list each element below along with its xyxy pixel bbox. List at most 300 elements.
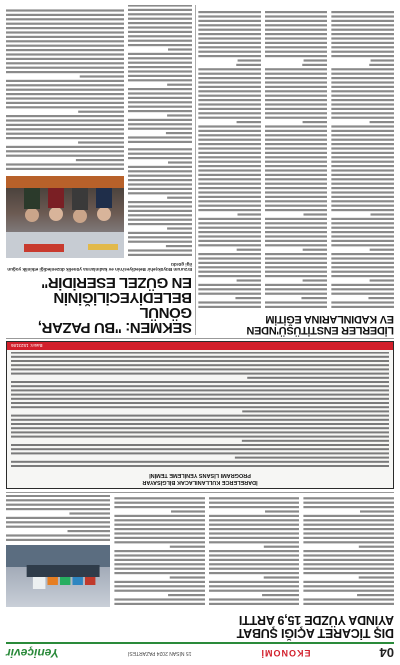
text-line xyxy=(11,402,389,404)
text-line xyxy=(331,42,394,44)
text-line xyxy=(128,141,192,143)
text-line xyxy=(331,178,394,180)
text-line xyxy=(168,49,192,51)
text-line xyxy=(11,360,389,362)
text-line xyxy=(6,18,124,20)
text-line xyxy=(303,502,394,504)
text-line xyxy=(6,62,124,64)
text-line xyxy=(265,235,328,237)
text-line xyxy=(6,14,124,16)
text-line xyxy=(198,46,261,48)
text-line xyxy=(198,253,261,255)
text-line xyxy=(265,77,328,79)
newspaper-logo: Yeniçevir xyxy=(6,646,59,660)
text-line xyxy=(114,515,205,517)
text-line xyxy=(128,71,192,73)
text-line xyxy=(114,537,205,539)
text-line xyxy=(265,112,328,114)
text-line xyxy=(114,497,205,499)
text-line xyxy=(209,585,300,587)
text-line xyxy=(359,546,394,548)
text-line xyxy=(331,209,394,211)
text-line xyxy=(6,102,124,104)
text-line xyxy=(265,200,328,202)
text-line xyxy=(198,187,261,189)
sekmen-story-block xyxy=(6,5,192,335)
text-line xyxy=(128,9,192,11)
text-line xyxy=(331,143,394,145)
body-text-lines xyxy=(209,495,300,607)
text-line xyxy=(6,150,124,152)
text-line xyxy=(265,271,328,273)
body-text-lines xyxy=(114,495,205,607)
text-line xyxy=(11,356,389,358)
text-line xyxy=(265,143,328,145)
text-line xyxy=(128,137,192,139)
text-line xyxy=(6,146,124,148)
text-line xyxy=(198,73,261,75)
text-line xyxy=(198,81,261,83)
text-line xyxy=(198,42,261,44)
text-line xyxy=(198,108,261,110)
text-line xyxy=(198,130,261,132)
text-line xyxy=(167,115,192,117)
text-line xyxy=(331,293,394,295)
leaders-story-columns xyxy=(198,10,394,310)
text-line xyxy=(331,125,394,127)
text-line xyxy=(128,123,192,125)
text-line xyxy=(198,293,261,295)
text-line xyxy=(6,84,124,86)
text-line xyxy=(6,526,110,528)
text-line xyxy=(265,306,328,308)
text-line xyxy=(128,241,192,243)
trade-story-column xyxy=(209,495,300,607)
text-line xyxy=(265,183,328,185)
text-line xyxy=(331,90,394,92)
text-line xyxy=(198,191,261,193)
text-line xyxy=(331,165,394,167)
text-line xyxy=(6,98,124,100)
text-line xyxy=(265,266,328,268)
text-line xyxy=(265,253,328,255)
text-line xyxy=(198,55,261,57)
text-line xyxy=(265,15,328,17)
text-line xyxy=(78,142,124,144)
text-line xyxy=(198,125,261,127)
text-line xyxy=(265,222,328,224)
text-line xyxy=(331,95,394,97)
text-line xyxy=(114,581,205,583)
text-line xyxy=(6,137,124,139)
text-line xyxy=(6,521,110,523)
text-line xyxy=(265,218,328,220)
text-line xyxy=(198,209,261,211)
text-line xyxy=(331,55,394,57)
text-line xyxy=(331,288,394,290)
text-line xyxy=(198,51,261,53)
text-line xyxy=(114,603,205,605)
text-line xyxy=(6,80,124,82)
sekmen-story-column xyxy=(128,148,192,258)
text-line xyxy=(11,352,389,354)
text-line xyxy=(198,275,261,277)
text-line xyxy=(265,293,328,295)
text-line xyxy=(368,297,394,299)
text-line xyxy=(128,219,192,221)
text-line xyxy=(198,103,261,105)
text-line xyxy=(303,506,394,508)
text-line xyxy=(370,121,394,123)
text-line xyxy=(265,205,328,207)
text-line xyxy=(6,23,124,25)
text-line xyxy=(265,46,328,48)
text-line xyxy=(303,541,394,543)
text-line xyxy=(265,231,328,233)
text-line xyxy=(6,133,124,135)
text-line xyxy=(265,156,328,158)
text-line xyxy=(6,106,124,108)
text-line xyxy=(128,175,192,177)
text-line xyxy=(128,148,192,150)
text-line xyxy=(303,554,394,556)
text-line xyxy=(76,159,124,161)
text-line xyxy=(11,364,389,366)
text-line xyxy=(265,187,328,189)
notice-header xyxy=(7,470,393,488)
text-line xyxy=(303,64,328,66)
text-line xyxy=(331,301,394,303)
sekmen-subhead: Erzurum Büyükşehir Belediyesi'nin ev kadınlarına yönelik düzenlediği etkinlik yoğun ilgi gördü xyxy=(7,261,192,272)
text-line xyxy=(128,184,192,186)
body-text-lines xyxy=(198,10,261,310)
text-line xyxy=(128,101,192,103)
text-line xyxy=(114,502,205,504)
body-text-lines xyxy=(128,148,192,258)
text-line xyxy=(128,44,192,46)
text-line xyxy=(198,68,261,70)
column-divider xyxy=(195,5,196,335)
text-line xyxy=(331,156,394,158)
sekmen-headline-line3: EN GÜZEL ESERİDİR" xyxy=(41,274,192,291)
text-line xyxy=(331,37,394,39)
text-line xyxy=(198,99,261,101)
text-line xyxy=(331,200,394,202)
text-line xyxy=(198,152,261,154)
text-line xyxy=(265,37,328,39)
text-line xyxy=(265,90,328,92)
text-line xyxy=(265,33,328,35)
text-line xyxy=(6,89,124,91)
text-line xyxy=(170,576,205,578)
notice-text-lines xyxy=(11,352,389,469)
text-line xyxy=(265,24,328,26)
trade-chart-figure xyxy=(6,495,110,607)
body-text-lines xyxy=(6,8,124,172)
text-line xyxy=(11,423,389,425)
text-line xyxy=(331,169,394,171)
text-line xyxy=(198,117,261,119)
text-line xyxy=(331,235,394,237)
text-line xyxy=(265,125,328,127)
text-line xyxy=(262,594,299,596)
text-line xyxy=(331,108,394,110)
text-line xyxy=(11,389,389,391)
text-line xyxy=(6,495,110,497)
text-line xyxy=(198,183,261,185)
text-line xyxy=(68,530,110,532)
text-line xyxy=(331,196,394,198)
text-line xyxy=(265,117,328,119)
text-line xyxy=(303,532,394,534)
text-line xyxy=(128,106,192,108)
text-line xyxy=(331,244,394,246)
text-line xyxy=(198,90,261,92)
text-line xyxy=(331,46,394,48)
text-line xyxy=(11,373,389,375)
text-line xyxy=(265,42,328,44)
sekmen-story-column xyxy=(6,8,124,172)
text-line xyxy=(167,197,192,199)
text-line xyxy=(265,178,328,180)
text-line xyxy=(304,59,327,61)
text-line xyxy=(6,93,124,95)
crowd-graphic xyxy=(6,176,124,258)
text-line xyxy=(264,546,299,548)
text-line xyxy=(11,452,389,454)
text-line xyxy=(198,284,261,286)
text-line xyxy=(236,249,260,251)
text-line xyxy=(242,440,389,442)
text-line xyxy=(209,598,300,600)
text-line xyxy=(6,517,110,519)
text-line xyxy=(265,209,328,211)
text-line xyxy=(265,240,328,242)
text-line xyxy=(303,559,394,561)
text-line xyxy=(303,121,327,123)
text-line xyxy=(265,510,299,512)
leaders-story-column xyxy=(265,10,328,310)
text-line xyxy=(331,15,394,17)
text-line xyxy=(265,174,328,176)
text-line xyxy=(11,436,389,438)
text-line xyxy=(360,510,394,512)
text-line xyxy=(331,161,394,163)
text-line xyxy=(198,231,261,233)
text-line xyxy=(198,143,261,145)
text-line xyxy=(128,223,192,225)
text-line xyxy=(331,187,394,189)
text-line xyxy=(128,210,192,212)
text-line xyxy=(265,257,328,259)
text-line xyxy=(198,235,261,237)
text-line xyxy=(11,398,389,400)
text-line xyxy=(198,262,261,264)
text-line xyxy=(198,147,261,149)
leaders-story-block xyxy=(198,5,394,335)
text-line xyxy=(6,49,124,51)
text-line xyxy=(198,240,261,242)
text-line xyxy=(6,67,124,69)
trade-photo xyxy=(6,545,110,607)
notice-body xyxy=(11,352,389,469)
text-line xyxy=(331,266,394,268)
text-line xyxy=(370,279,394,281)
text-line xyxy=(11,444,389,446)
text-line xyxy=(265,99,328,101)
body-text-lines xyxy=(331,10,394,310)
text-line xyxy=(128,22,192,24)
text-line xyxy=(265,55,328,57)
text-line xyxy=(114,585,205,587)
body-text-lines xyxy=(128,5,192,145)
text-line xyxy=(303,581,394,583)
text-line xyxy=(198,218,261,220)
text-line xyxy=(265,196,328,198)
text-line xyxy=(331,222,394,224)
text-line xyxy=(209,524,300,526)
text-line xyxy=(265,20,328,22)
text-line xyxy=(331,130,394,132)
text-line xyxy=(265,227,328,229)
text-line xyxy=(209,568,300,570)
text-line xyxy=(265,68,328,70)
text-line xyxy=(370,213,394,215)
leaders-headline-line2: EV KADINLARINA EĞİTİM xyxy=(265,313,394,325)
text-line xyxy=(6,32,124,34)
text-line xyxy=(331,231,394,233)
text-line xyxy=(6,128,124,130)
text-line xyxy=(331,86,394,88)
text-line xyxy=(6,504,110,506)
text-line xyxy=(265,284,328,286)
text-line xyxy=(265,130,328,132)
notice-footer xyxy=(7,342,393,350)
text-line xyxy=(303,550,394,552)
text-line xyxy=(209,506,300,508)
text-line xyxy=(209,497,300,499)
sekmen-story-body xyxy=(6,4,192,258)
text-line xyxy=(198,29,261,31)
text-line xyxy=(198,222,261,224)
leaders-headline-line1: LİDERLER ENSTİTÜSÜ'NDEN xyxy=(246,324,394,336)
text-line xyxy=(6,155,124,157)
text-line xyxy=(128,79,192,81)
text-line xyxy=(128,232,192,234)
text-line xyxy=(128,93,192,95)
text-line xyxy=(128,88,192,90)
text-line xyxy=(265,95,328,97)
text-line xyxy=(209,537,300,539)
text-line xyxy=(265,139,328,141)
text-line xyxy=(128,40,192,42)
text-line xyxy=(198,200,261,202)
text-line xyxy=(128,201,192,203)
text-line xyxy=(331,51,394,53)
text-line xyxy=(209,532,300,534)
text-line xyxy=(170,546,205,548)
text-line xyxy=(331,271,394,273)
text-line xyxy=(198,174,261,176)
market-crowd-photo xyxy=(6,176,124,258)
text-line xyxy=(198,95,261,97)
text-line xyxy=(11,419,389,421)
text-line xyxy=(303,563,394,565)
issue-date: 15 NİSAN 2024 PAZARTESİ xyxy=(127,650,192,656)
text-line xyxy=(114,572,205,574)
sekmen-story-column xyxy=(128,5,192,145)
text-line xyxy=(6,120,124,122)
text-line xyxy=(331,81,394,83)
text-line xyxy=(198,156,261,158)
text-line xyxy=(198,227,261,229)
text-line xyxy=(198,205,261,207)
notice-reference: Basın: 1523186 xyxy=(11,343,43,349)
text-line xyxy=(198,37,261,39)
text-line xyxy=(265,152,328,154)
text-line xyxy=(265,134,328,136)
text-line xyxy=(359,576,394,578)
text-line xyxy=(11,465,389,467)
text-line xyxy=(198,134,261,136)
text-line xyxy=(331,112,394,114)
masthead-rule xyxy=(6,642,394,644)
text-line xyxy=(11,448,389,450)
text-line xyxy=(265,169,328,171)
text-line xyxy=(128,18,192,20)
text-line xyxy=(198,196,261,198)
text-line xyxy=(114,563,205,565)
text-line xyxy=(114,598,205,600)
text-line xyxy=(371,59,394,61)
text-line xyxy=(6,10,124,12)
text-line xyxy=(114,506,205,508)
text-line xyxy=(6,499,110,501)
text-line xyxy=(209,502,300,504)
text-line xyxy=(303,279,327,281)
text-line xyxy=(331,174,394,176)
text-line xyxy=(70,512,111,514)
public-notice-box xyxy=(6,341,394,489)
text-line xyxy=(331,183,394,185)
text-line xyxy=(198,257,261,259)
text-line xyxy=(11,385,389,387)
text-line xyxy=(128,97,192,99)
text-line xyxy=(114,541,205,543)
text-line xyxy=(128,250,192,252)
text-line xyxy=(6,534,110,536)
text-line xyxy=(331,24,394,26)
text-line xyxy=(198,112,261,114)
text-line xyxy=(6,45,124,47)
text-line xyxy=(198,24,261,26)
text-line xyxy=(331,275,394,277)
text-line xyxy=(168,594,205,596)
text-line xyxy=(242,410,389,412)
text-line xyxy=(237,59,260,61)
trade-story-column xyxy=(114,495,205,607)
text-line xyxy=(303,524,394,526)
text-line xyxy=(304,213,328,215)
text-line xyxy=(128,188,192,190)
text-line xyxy=(331,99,394,101)
text-line xyxy=(331,68,394,70)
text-line xyxy=(11,368,389,370)
text-line xyxy=(114,554,205,556)
text-line xyxy=(6,115,124,117)
text-line xyxy=(265,275,328,277)
text-line xyxy=(303,598,394,600)
